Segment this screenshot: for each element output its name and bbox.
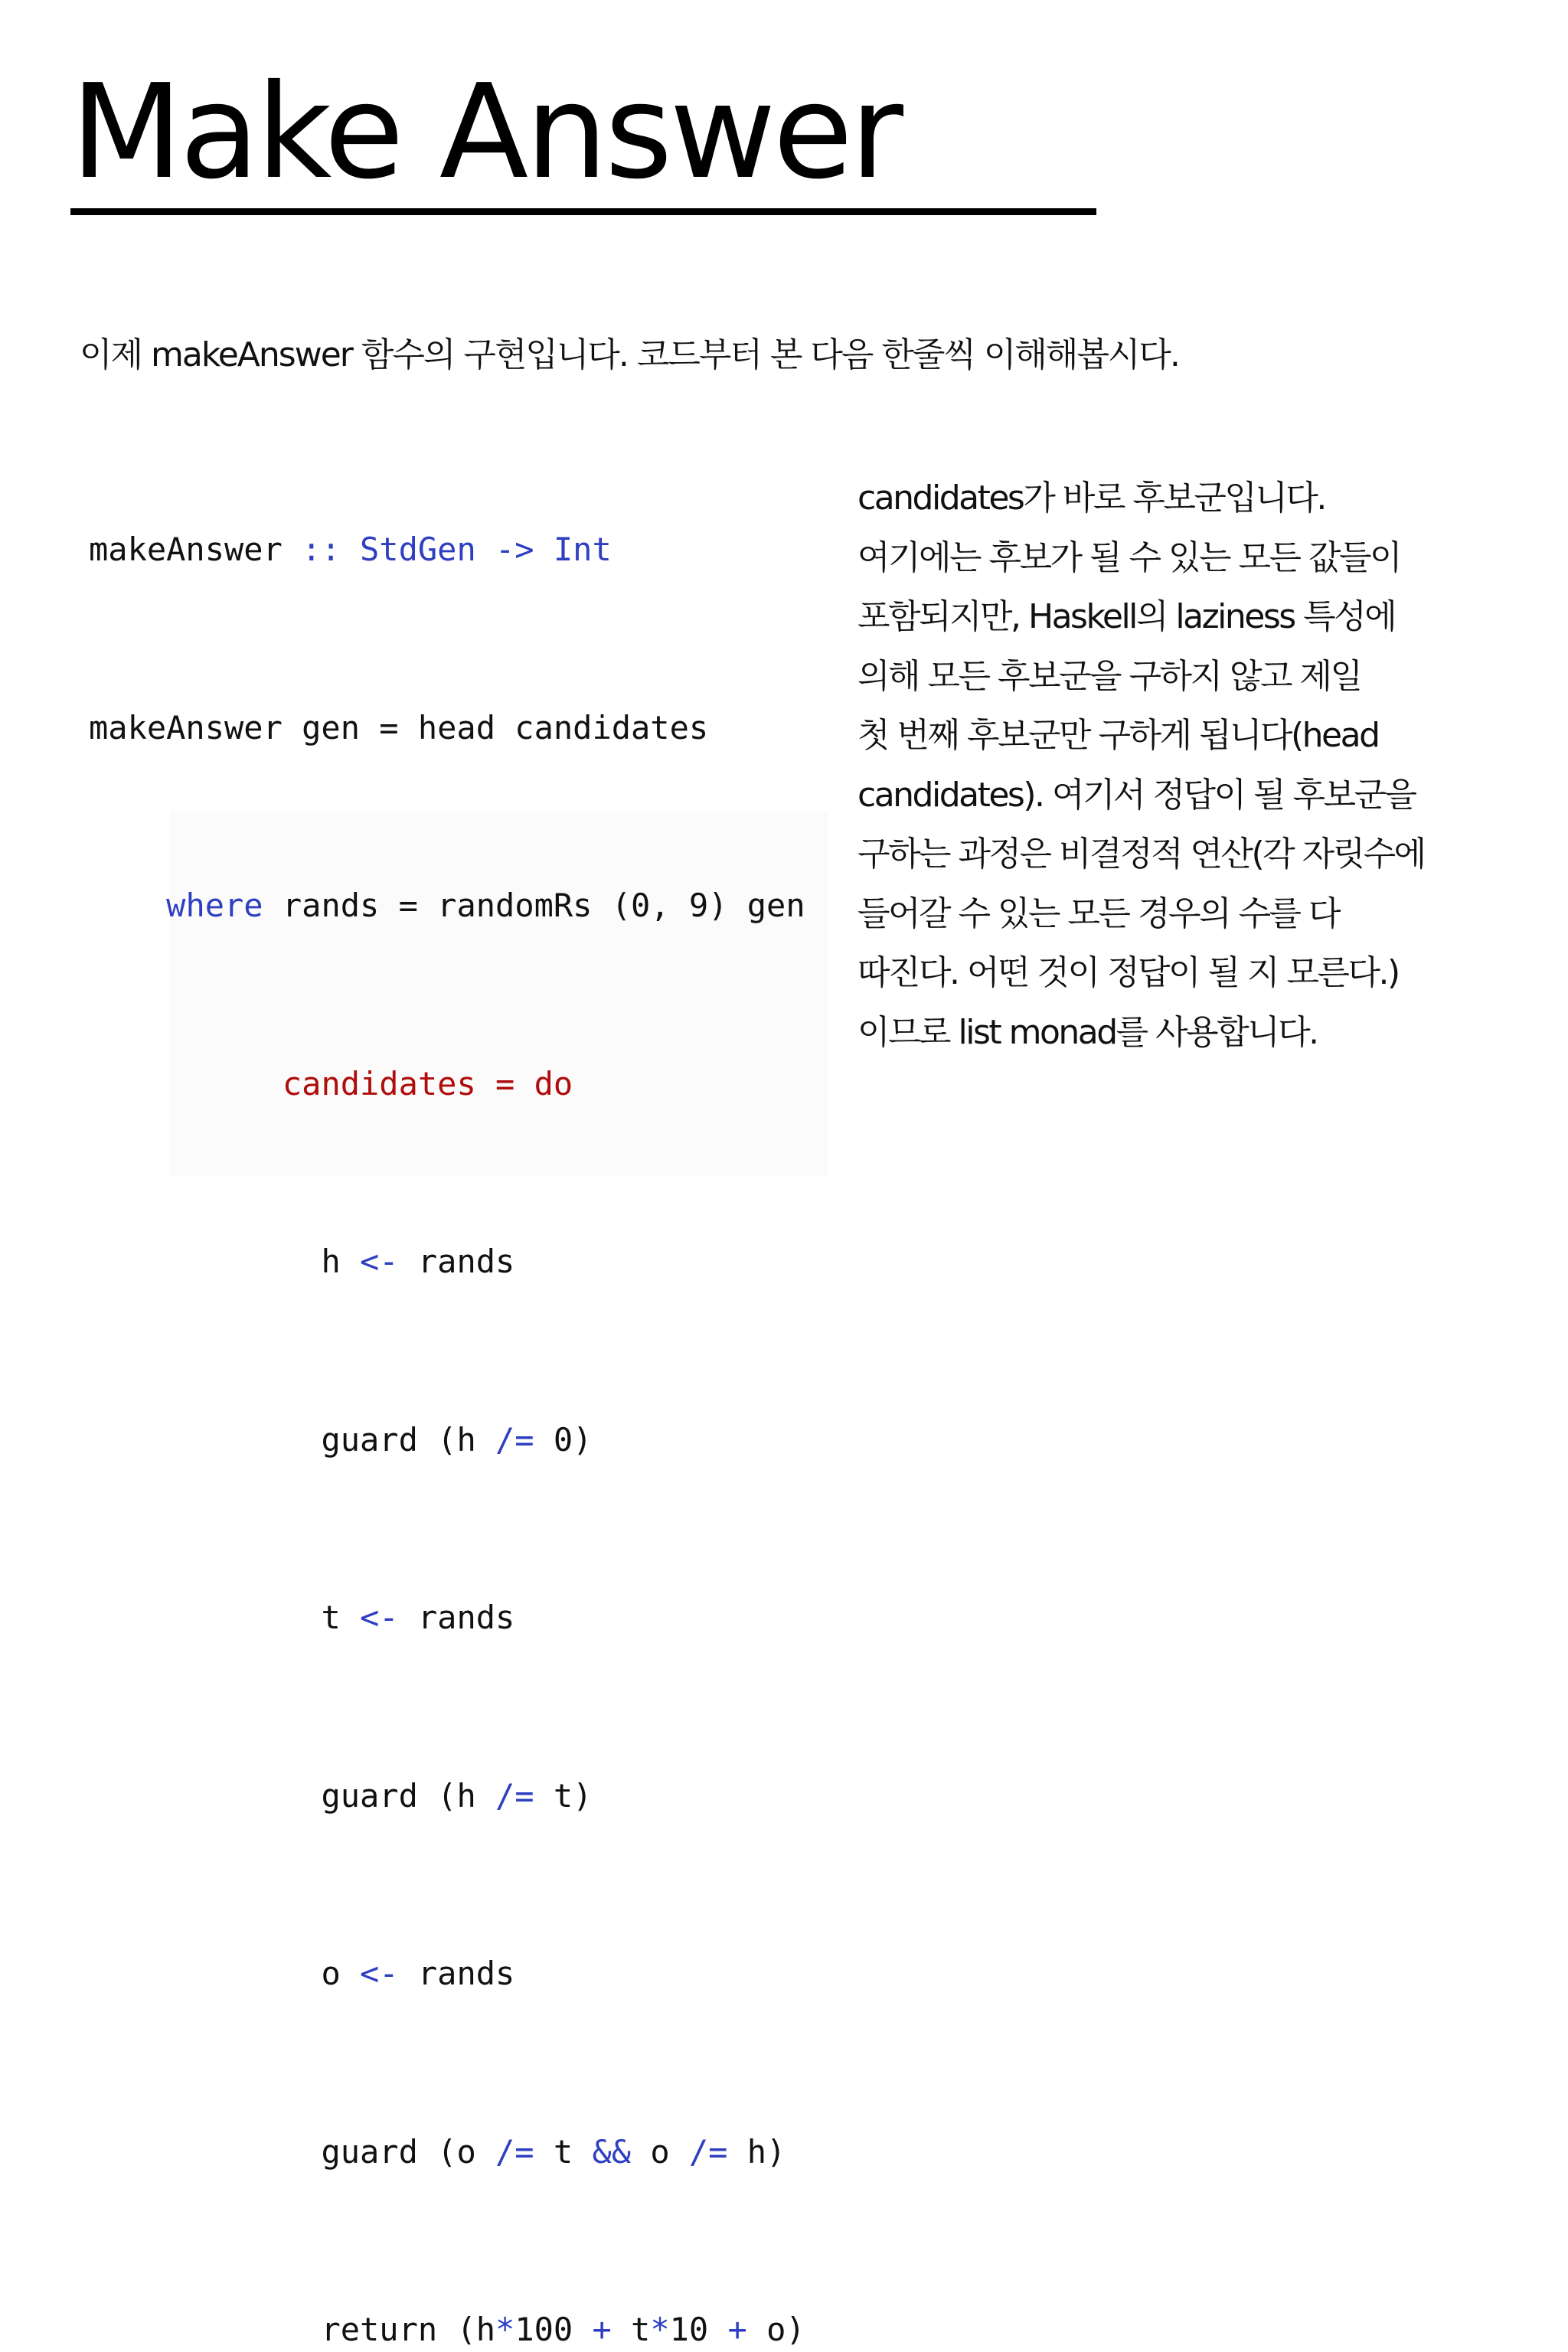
code-line-1 xyxy=(89,520,805,580)
description-line: 의해 모든 후보군을 구하지 않고 제일 xyxy=(858,656,1361,696)
description-line: 따진다. 어떤 것이 정답이 될 지 모른다.) xyxy=(858,953,1399,992)
code-token: guard (h xyxy=(321,1776,496,1815)
code-line-11 xyxy=(89,2300,805,2352)
description-line: 첫 번째 후보군만 구하게 됩니다(head xyxy=(858,716,1379,755)
code-line-6 xyxy=(89,1410,805,1470)
description-paragraph xyxy=(858,469,1547,1062)
code-indent xyxy=(89,2311,321,2348)
code-token: t) xyxy=(534,1776,593,1815)
description-line: candidates). 여기서 정답이 될 후보군을 xyxy=(858,775,1416,815)
code-token: rands = randomRs (0, 9) gen xyxy=(263,887,805,924)
code-operator: <- xyxy=(360,1955,399,1992)
code-indent xyxy=(89,2133,321,2171)
code-operator: /= xyxy=(495,1420,534,1459)
description-line: 여기에는 후보가 될 수 있는 모든 값들이 xyxy=(858,537,1400,577)
description-line: candidates가 바로 후보군입니다. xyxy=(858,479,1325,518)
code-token: h xyxy=(321,1243,361,1280)
code-indent xyxy=(89,887,166,924)
code-line-8 xyxy=(89,1766,805,1826)
code-token: t xyxy=(321,1599,361,1636)
code-token: 0) xyxy=(534,1420,593,1459)
code-operator: + xyxy=(727,2311,747,2348)
code-operator: * xyxy=(650,2311,670,2348)
code-token: guard (h xyxy=(321,1420,496,1459)
code-line-3 xyxy=(89,876,805,936)
title-underline xyxy=(70,208,1096,215)
description-line: 들어갈 수 있는 모든 경우의 수를 다 xyxy=(858,893,1339,933)
code-token: h) xyxy=(727,2132,786,2171)
code-operator: /= xyxy=(688,2132,728,2171)
code-line-7 xyxy=(89,1588,805,1648)
code-token: 100 xyxy=(514,2311,593,2348)
code-operator: && xyxy=(592,2132,632,2171)
intro-text: 이제 makeAnswer 함수의 구현입니다. 코드부터 본 다음 한줄씩 이해해봅시다. xyxy=(80,335,1179,374)
code-token: rands xyxy=(398,1955,515,1992)
code-type-signature: :: StdGen -> Int xyxy=(302,531,612,568)
code-operator: + xyxy=(592,2311,612,2348)
code-block xyxy=(89,401,805,2352)
code-token: o) xyxy=(746,2311,805,2348)
code-token: rands xyxy=(398,1243,515,1280)
code-token: t xyxy=(534,2132,593,2171)
code-indent xyxy=(89,1421,321,1459)
code-token: makeAnswer xyxy=(89,531,302,568)
code-token: guard (o xyxy=(321,2132,496,2171)
code-candidates-definition: candidates = do xyxy=(282,1064,573,1102)
code-token: o xyxy=(631,2132,689,2171)
code-operator: <- xyxy=(360,1599,399,1636)
code-token: rands xyxy=(398,1599,515,1636)
code-token: o xyxy=(321,1955,361,1992)
description-line: 이므로 list monad를 사용합니다. xyxy=(858,1012,1318,1052)
description-line: 구하는 과정은 비결정적 연산(각 자릿수에 xyxy=(858,835,1425,874)
code-indent xyxy=(89,1955,321,1992)
code-line-5 xyxy=(89,1232,805,1292)
code-indent xyxy=(89,1777,321,1815)
code-line-10 xyxy=(89,2122,805,2182)
code-keyword-where: where xyxy=(166,887,263,924)
code-token: t xyxy=(611,2311,651,2348)
code-token: 10 xyxy=(669,2311,728,2348)
code-indent xyxy=(89,1065,283,1102)
code-line-2: makeAnswer gen = head candidates xyxy=(89,708,709,746)
code-operator: <- xyxy=(360,1243,399,1280)
description-line: 포함되지만, Haskell의 laziness 특성에 xyxy=(858,597,1396,636)
code-operator: /= xyxy=(495,2132,534,2171)
code-operator: * xyxy=(495,2311,515,2348)
code-indent xyxy=(89,1599,321,1636)
code-line-9 xyxy=(89,1944,805,2004)
code-indent xyxy=(89,1243,321,1280)
code-operator: /= xyxy=(495,1776,534,1815)
slide-title: Make Answer xyxy=(70,57,900,208)
code-token: return (h xyxy=(321,2311,496,2348)
code-line-4 xyxy=(89,1054,805,1114)
